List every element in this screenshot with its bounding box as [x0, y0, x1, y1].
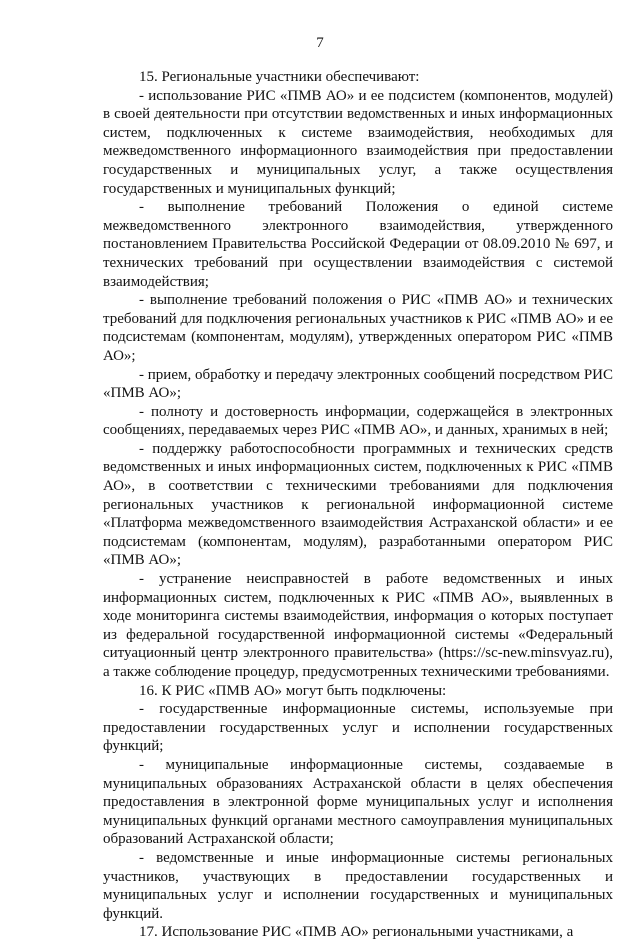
document-body — [103, 68, 613, 942]
list-item-ris-usage: - использование РИС «ПМВ АО» и ее подсистем (компонентов, модулей) в своей деятельности при отсутствии ведомственных и иных информационных систем, подключенных к системе взаимодействия, необходимых для межведомственного информационного взаимодействия при предоставлении государственных и муниципальных услуг, а также осуществления государственных и муниципальных функций; — [103, 87, 613, 197]
list-item-municipal-systems: - муниципальные информационные системы, создаваемые в муниципальных образованиях Астраханской области в целях обеспечения предоставления в электронной форме муниципальных услуг и исполнения муниципальных функций органами местного самоуправления муниципальных образований Астраханской области; — [103, 756, 613, 848]
list-item-technical-requirements: - выполнение требований положения о РИС «ПМВ АО» и технических требований для подключения региональных участников к РИС «ПМВ АО» и ее подсистемам (компонентам, модулям), утвержденных оператором РИС «ПМВ АО»; — [103, 292, 613, 364]
list-item-state-systems: - государственные информационные системы, используемые при предоставлении государственных услуг и исполнении государственных функций; — [103, 701, 613, 755]
list-item-departmental-systems: - ведомственные и иные информационные системы региональных участников, участвующих в предоставлении государственных и муниципальных услуг и исполнении государственных и муниципальных функций. — [103, 849, 613, 922]
section-17-start: 17. Использование РИС «ПМВ АО» региональными участниками, а — [139, 924, 574, 941]
list-item-regulation-compliance: - выполнение требований Положения о единой системе межведомственного электронного взаимодействия, утвержденного постановлением Правительства Российской Федерации от 08.09.2010 № 697, и технических требований при осуществлении взаимодействия с системой взаимодействия; — [103, 199, 613, 290]
list-item-information-accuracy: - полноту и достоверность информации, содержащейся в электронных сообщениях, передаваемых через РИС «ПМВ АО», и данных, хранимых в ней; — [103, 403, 613, 439]
list-item-system-support: - поддержку работоспособности программных и технических средств ведомственных и иных информационных систем, подключенных к РИС «ПМВ АО», в соответствии с техническими требованиями для подключения региональных участников к региональной информационной системе «Платформа межведомственного взаимодействия Астраханской области» и ее подсистемам (компонентам, модулям), разработанными оператором РИС «ПМВ АО»; — [103, 440, 613, 569]
list-item-fault-elimination: - устранение неисправностей в работе ведомственных и иных информационных систем, подключенных к РИС «ПМВ АО», выявленных в ходе мониторинга системы взаимодействия, информация о которых поступает из федеральной государственной информационной системы «Федеральный ситуационный центр электронного правительства» (https://sc-new.minsvyaz.ru), а также соблюдение процедур, предусмотренных техническими требованиями. — [103, 571, 613, 680]
list-item-message-processing: - прием, обработку и передачу электронных сообщений посредством РИС «ПМВ АО»; — [103, 366, 613, 402]
page-number: 7 — [316, 35, 324, 51]
section-16-heading: 16. К РИС «ПМВ АО» могут быть подключены: — [139, 682, 447, 699]
section-15-heading: 15. Региональные участники обеспечивают: — [139, 69, 420, 85]
